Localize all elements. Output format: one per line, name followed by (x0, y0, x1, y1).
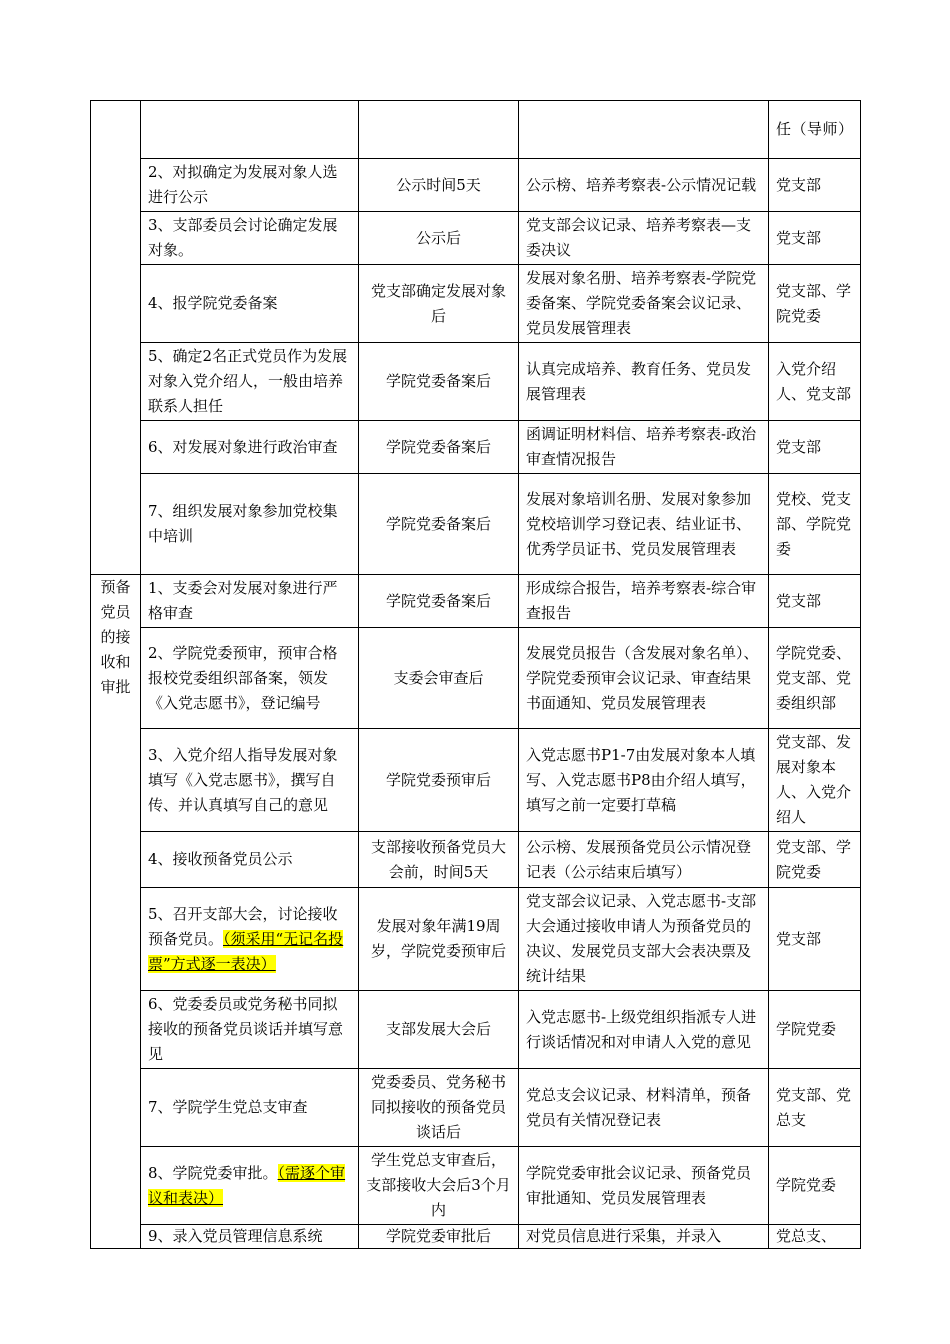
time-cell: 发展对象年满19周岁，学院党委预审后 (359, 888, 519, 991)
owner-cell: 党总支、 (769, 1225, 861, 1249)
time-cell: 学院党委审批后 (359, 1225, 519, 1249)
time-cell: 学院党委备案后 (359, 474, 519, 575)
owner-cell: 党支部、党总支 (769, 1069, 861, 1147)
step-cell (141, 1147, 359, 1225)
material-cell: 党支部会议记录、培养考察表—支委决议 (519, 212, 769, 265)
time-cell (359, 101, 519, 159)
owner-cell: 党支部 (769, 421, 861, 474)
party-member-development-table (90, 100, 861, 1249)
material-cell: 党总支会议记录、材料清单，预备党员有关情况登记表 (519, 1069, 769, 1147)
table-row (91, 343, 861, 421)
table-row (91, 212, 861, 265)
step-cell: 7、组织发展对象参加党校集中培训 (141, 474, 359, 575)
owner-cell: 党校、党支部、学院党委 (769, 474, 861, 575)
step-cell: 1、支委会对发展对象进行严格审查 (141, 575, 359, 628)
owner-cell: 学院党委 (769, 991, 861, 1069)
step-cell: 3、入党介绍人指导发展对象填写《入党志愿书》，撰写自传、并认真填写自己的意见 (141, 729, 359, 832)
owner-cell: 学院党委、党支部、党委组织部 (769, 628, 861, 729)
material-cell: 入党志愿书-上级党组织指派专人进行谈话情况和对申请人入党的意见 (519, 991, 769, 1069)
material-cell: 发展对象培训名册、发展对象参加党校培训学习登记表、结业证书、优秀学员证书、党员发展管理表 (519, 474, 769, 575)
material-cell: 对党员信息进行采集，并录入 (519, 1225, 769, 1249)
table-row (91, 832, 861, 888)
time-cell: 学院党委预审后 (359, 729, 519, 832)
owner-cell: 学院党委 (769, 1147, 861, 1225)
material-cell: 入党志愿书P1-7由发展对象本人填写、入党志愿书P8由介绍人填写，填写之前一定要打草稿 (519, 729, 769, 832)
table-row (91, 265, 861, 343)
material-cell: 形成综合报告，培养考察表-综合审查报告 (519, 575, 769, 628)
material-cell: 公示榜、发展预备党员公示情况登记表（公示结束后填写） (519, 832, 769, 888)
step-cell: 6、党委委员或党务秘书同拟接收的预备党员谈话并填写意见 (141, 991, 359, 1069)
table-row (91, 474, 861, 575)
material-cell: 学院党委审批会议记录、预备党员审批通知、党员发展管理表 (519, 1147, 769, 1225)
step-cell: 4、接收预备党员公示 (141, 832, 359, 888)
step-cell: 5、确定2名正式党员作为发展对象入党介绍人，一般由培养联系人担任 (141, 343, 359, 421)
time-cell: 支部接收预备党员大会前，时间5天 (359, 832, 519, 888)
step-cell (141, 888, 359, 991)
step-cell: 6、对发展对象进行政治审查 (141, 421, 359, 474)
material-cell: 公示榜、培养考察表-公示情况记载 (519, 159, 769, 212)
table-row (91, 421, 861, 474)
table-row (91, 729, 861, 832)
time-cell: 支委会审查后 (359, 628, 519, 729)
step-cell: 2、学院党委预审，预审合格报校党委组织部备案，领发《入党志愿书》，登记编号 (141, 628, 359, 729)
owner-cell: 党支部、学院党委 (769, 265, 861, 343)
step-cell: 7、学院学生党总支审查 (141, 1069, 359, 1147)
time-cell: 公示时间5天 (359, 159, 519, 212)
highlight-note: （需逐个审议和表决） (148, 1163, 346, 1207)
table-row (91, 101, 861, 159)
material-cell (519, 101, 769, 159)
time-cell: 支部发展大会后 (359, 991, 519, 1069)
owner-cell: 党支部 (769, 212, 861, 265)
time-cell: 党委委员、党务秘书同拟接收的预备党员谈话后 (359, 1069, 519, 1147)
stage-cell-continued (91, 101, 141, 575)
time-cell: 学院党委备案后 (359, 575, 519, 628)
table-row (91, 575, 861, 628)
time-cell: 党支部确定发展对象后 (359, 265, 519, 343)
owner-cell: 任（导师） (769, 101, 861, 159)
material-cell: 发展对象名册、培养考察表-学院党委备案、学院党委备案会议记录、党员发展管理表 (519, 265, 769, 343)
time-cell: 学生党总支审查后，支部接收大会后3个月内 (359, 1147, 519, 1225)
owner-cell: 入党介绍人、党支部 (769, 343, 861, 421)
owner-cell: 党支部 (769, 575, 861, 628)
highlight-note: （须采用“无记名投票”方式逐一表决） (148, 929, 344, 973)
owner-cell: 党支部、发展对象本人、入党介绍人 (769, 729, 861, 832)
table-row (91, 888, 861, 991)
step-text: 5、召开支部大会，讨论接收预备党员。 (148, 904, 338, 948)
table-row (91, 159, 861, 212)
document-page (90, 100, 860, 1249)
step-text: 8、学院党委审批。 (148, 1163, 278, 1182)
time-cell: 公示后 (359, 212, 519, 265)
material-cell: 认真完成培养、教育任务、党员发展管理表 (519, 343, 769, 421)
material-cell: 函调证明材料信、培养考察表-政治审查情况报告 (519, 421, 769, 474)
table-row (91, 1069, 861, 1147)
step-cell (141, 101, 359, 159)
stage-label: 预备党员的接收和审批 (91, 575, 141, 1249)
material-cell: 党支部会议记录、入党志愿书-支部大会通过接收申请人为预备党员的决议、发展党员支部大会表决票及统计结果 (519, 888, 769, 991)
table-row (91, 628, 861, 729)
table-row (91, 1147, 861, 1225)
owner-cell: 党支部 (769, 159, 861, 212)
owner-cell: 党支部、学院党委 (769, 832, 861, 888)
step-cell: 9、录入党员管理信息系统 (141, 1225, 359, 1249)
step-cell: 4、报学院党委备案 (141, 265, 359, 343)
time-cell: 学院党委备案后 (359, 421, 519, 474)
table-row (91, 1225, 861, 1249)
table-row (91, 991, 861, 1069)
time-cell: 学院党委备案后 (359, 343, 519, 421)
owner-cell: 党支部 (769, 888, 861, 991)
step-cell: 2、对拟确定为发展对象人选进行公示 (141, 159, 359, 212)
step-cell: 3、支部委员会讨论确定发展对象。 (141, 212, 359, 265)
material-cell: 发展党员报告（含发展对象名单）、学院党委预审会议记录、审查结果书面通知、党员发展管理表 (519, 628, 769, 729)
